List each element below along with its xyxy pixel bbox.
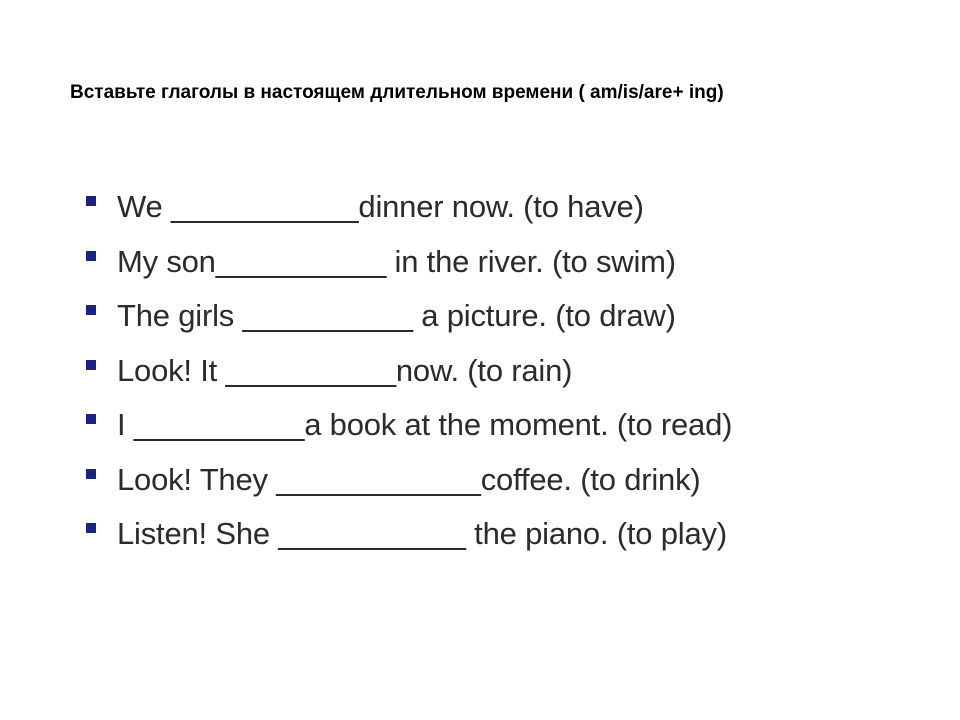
exercise-item	[86, 453, 732, 508]
exercise-sentence: We ___________dinner now. (to have)	[117, 189, 644, 225]
exercise-item	[86, 289, 732, 344]
exercise-item	[86, 398, 732, 453]
square-bullet-icon	[86, 414, 96, 424]
square-bullet-icon	[86, 360, 96, 370]
exercise-sentence: My son__________ in the river. (to swim)	[117, 243, 676, 279]
exercise-sentence: Listen! She ___________ the piano. (to play)	[117, 516, 727, 552]
square-bullet-icon	[86, 251, 96, 261]
exercise-item	[86, 344, 732, 399]
exercise-item	[86, 180, 732, 235]
exercise-item	[86, 235, 732, 290]
slide-title: Вставьте глаголы в настоящем длительном времени ( am/is/are+ ing)	[70, 82, 724, 103]
exercise-sentence: I __________a book at the moment. (to read)	[117, 407, 733, 443]
square-bullet-icon	[86, 469, 96, 479]
exercise-sentence: Look! They ____________coffee. (to drink)	[117, 461, 701, 497]
exercise-sentence: The girls __________ a picture. (to draw)	[117, 298, 676, 334]
square-bullet-icon	[86, 523, 96, 533]
exercise-item	[86, 507, 732, 562]
square-bullet-icon	[86, 305, 96, 315]
square-bullet-icon	[86, 196, 96, 206]
exercise-sentence: Look! It __________now. (to rain)	[117, 352, 573, 388]
exercise-list	[86, 180, 732, 562]
